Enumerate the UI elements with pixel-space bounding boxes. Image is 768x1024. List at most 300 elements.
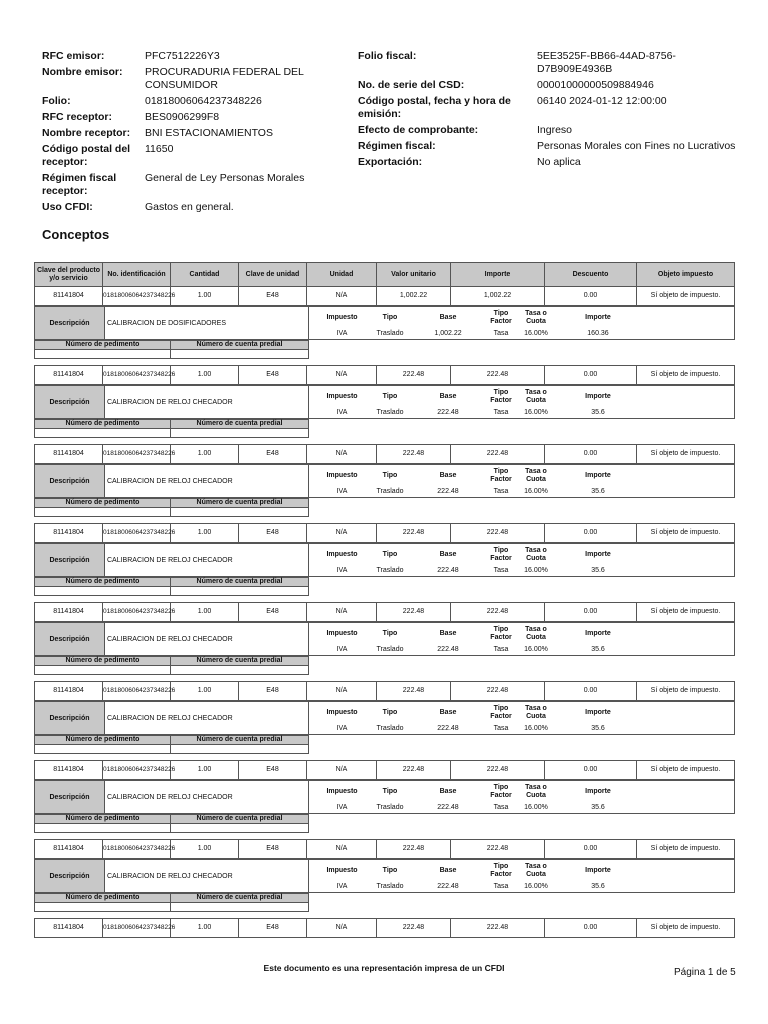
concept-line-table bbox=[34, 444, 735, 464]
cell-id: 01818006064237348226 bbox=[103, 287, 171, 306]
cell-id: 01818006064237348226 bbox=[103, 682, 171, 701]
cell-clave: 81141804 bbox=[35, 761, 103, 780]
pedimento-value-row bbox=[35, 745, 735, 754]
description-value: CALIBRACION DE RELOJ CHECADOR bbox=[105, 465, 309, 498]
pedimento-spacer bbox=[309, 578, 735, 587]
cell-valor: 222.48 bbox=[377, 603, 451, 622]
tax-grid bbox=[309, 703, 734, 734]
cell-objeto: Sí objeto de impuesto. bbox=[637, 603, 735, 622]
header-right-value: 00001000000509884946 bbox=[537, 79, 654, 91]
pedimento-spacer bbox=[309, 815, 735, 824]
tax-cell bbox=[309, 781, 735, 814]
concept-detail-table bbox=[34, 464, 735, 498]
tax-value-base: 222.48 bbox=[437, 803, 459, 811]
cell-objeto: Sí objeto de impuesto. bbox=[637, 919, 735, 938]
description-label: Descripción bbox=[35, 623, 105, 656]
pedimento-table bbox=[34, 814, 735, 833]
tax-value-base: 222.48 bbox=[437, 408, 459, 416]
tax-grid bbox=[309, 308, 734, 339]
tax-header-importe: Importe bbox=[585, 787, 611, 795]
tax-value-factor: Tasa bbox=[493, 645, 509, 653]
tax-value-importe: 35.6 bbox=[591, 803, 605, 811]
tax-header-tasa_cuota: Tasa o Cuota bbox=[525, 862, 547, 878]
tax-value-impuesto: IVA bbox=[336, 645, 348, 653]
tax-header-impuesto: Impuesto bbox=[326, 550, 358, 558]
tax-cell bbox=[309, 623, 735, 656]
cell-objeto: Sí objeto de impuesto. bbox=[637, 682, 735, 701]
cell-descuento: 0.00 bbox=[545, 840, 637, 859]
table-row bbox=[35, 524, 735, 543]
cell-clave: 81141804 bbox=[35, 603, 103, 622]
tax-value-impuesto: IVA bbox=[336, 566, 348, 574]
pedimento-value bbox=[35, 508, 171, 517]
tax-value-base: 222.48 bbox=[437, 645, 459, 653]
tax-header-base: Base bbox=[439, 787, 457, 795]
tax-value-factor: Tasa bbox=[493, 329, 509, 337]
page-number: Página 1 de 5 bbox=[674, 967, 736, 978]
tax-value-impuesto: IVA bbox=[336, 329, 348, 337]
concept-detail-table bbox=[34, 780, 735, 814]
cuenta-predial-value bbox=[171, 508, 309, 517]
cuenta-predial-label: Número de cuenta predial bbox=[171, 815, 309, 824]
table-row bbox=[35, 287, 735, 306]
tax-header-tasa_cuota: Tasa o Cuota bbox=[525, 467, 547, 483]
tax-header-tipo: Tipo bbox=[382, 629, 398, 637]
cell-importe: 222.48 bbox=[451, 445, 545, 464]
cell-cantidad: 1.00 bbox=[171, 366, 239, 385]
tax-value-tasa: 16.00% bbox=[524, 803, 548, 811]
tax-header-importe: Importe bbox=[585, 392, 611, 400]
cell-valor: 222.48 bbox=[377, 366, 451, 385]
cuenta-predial-label: Número de cuenta predial bbox=[171, 657, 309, 666]
column-header: Cantidad bbox=[171, 263, 239, 287]
pedimento-spacer bbox=[309, 350, 735, 359]
pedimento-header-row bbox=[35, 578, 735, 587]
cell-valor: 222.48 bbox=[377, 919, 451, 938]
description-label: Descripción bbox=[35, 781, 105, 814]
pedimento-value-row bbox=[35, 350, 735, 359]
table-header-row bbox=[35, 263, 735, 287]
tax-value-tipo: Traslado bbox=[376, 408, 404, 416]
footer-note: Este documento es una representación impresa de un CFDI bbox=[263, 963, 505, 973]
tax-value-tasa: 16.00% bbox=[524, 566, 548, 574]
tax-value-importe: 160.36 bbox=[587, 329, 609, 337]
header-left-label: Uso CFDI: bbox=[42, 201, 93, 213]
pedimento-header-row bbox=[35, 894, 735, 903]
concept-detail-table bbox=[34, 543, 735, 577]
header-left-row bbox=[42, 111, 342, 124]
description-row bbox=[35, 544, 735, 577]
cell-objeto: Sí objeto de impuesto. bbox=[637, 761, 735, 780]
pedimento-value-row bbox=[35, 903, 735, 912]
cell-clave: 81141804 bbox=[35, 524, 103, 543]
pedimento-header-row bbox=[35, 815, 735, 824]
tax-value-tipo: Traslado bbox=[376, 803, 404, 811]
pedimento-header-row bbox=[35, 499, 735, 508]
tax-header-tipo: Tipo bbox=[382, 550, 398, 558]
pedimento-spacer bbox=[309, 745, 735, 754]
tax-value-tasa: 16.00% bbox=[524, 329, 548, 337]
tax-cell bbox=[309, 465, 735, 498]
cuenta-predial-label: Número de cuenta predial bbox=[171, 578, 309, 587]
concept-detail-table bbox=[34, 306, 735, 340]
tax-value-base: 222.48 bbox=[437, 566, 459, 574]
header-left-label: RFC receptor: bbox=[42, 111, 113, 123]
tax-header-base: Base bbox=[439, 866, 457, 874]
cell-valor: 222.48 bbox=[377, 445, 451, 464]
pedimento-spacer bbox=[309, 587, 735, 596]
header-right-label: Efecto de comprobante: bbox=[358, 124, 479, 136]
description-value: CALIBRACION DE RELOJ CHECADOR bbox=[105, 386, 309, 419]
cell-unidad: N/A bbox=[307, 445, 377, 464]
tax-value-impuesto: IVA bbox=[336, 724, 348, 732]
column-header: Importe bbox=[451, 263, 545, 287]
cell-unidad: N/A bbox=[307, 524, 377, 543]
cell-id: 01818006064237348226 bbox=[103, 919, 171, 938]
cell-descuento: 0.00 bbox=[545, 366, 637, 385]
tax-value-impuesto: IVA bbox=[336, 487, 348, 495]
pedimento-table bbox=[34, 735, 735, 754]
cell-cantidad: 1.00 bbox=[171, 287, 239, 306]
header-left-value: PROCURADURIA FEDERAL DEL CONSUMIDOR bbox=[145, 66, 304, 91]
pedimento-table bbox=[34, 656, 735, 675]
header-left-label: RFC emisor: bbox=[42, 50, 105, 62]
tax-header-tipo: Tipo bbox=[382, 313, 398, 321]
cell-clave_unidad: E48 bbox=[239, 603, 307, 622]
pedimento-value bbox=[35, 824, 171, 833]
tax-header-impuesto: Impuesto bbox=[326, 629, 358, 637]
cell-unidad: N/A bbox=[307, 840, 377, 859]
concept-line-table bbox=[34, 262, 735, 306]
pedimento-table bbox=[34, 419, 735, 438]
description-row bbox=[35, 307, 735, 340]
cell-valor: 1,002.22 bbox=[377, 287, 451, 306]
header-left-row bbox=[42, 95, 342, 108]
tax-header-impuesto: Impuesto bbox=[326, 708, 358, 716]
header-left-label: Nombre receptor: bbox=[42, 127, 131, 139]
emitter-receiver-info bbox=[42, 50, 342, 217]
tax-value-tipo: Traslado bbox=[376, 329, 404, 337]
pedimento-table bbox=[34, 340, 735, 359]
cell-importe: 222.48 bbox=[451, 682, 545, 701]
pedimento-value-row bbox=[35, 429, 735, 438]
cuenta-predial-value bbox=[171, 745, 309, 754]
cell-clave: 81141804 bbox=[35, 919, 103, 938]
pedimento-value-row bbox=[35, 824, 735, 833]
tax-header-tipo_factor: Tipo Factor bbox=[490, 704, 512, 720]
tax-header-base: Base bbox=[439, 708, 457, 716]
tax-grid bbox=[309, 624, 734, 655]
tax-header-tipo_factor: Tipo Factor bbox=[490, 625, 512, 641]
description-label: Descripción bbox=[35, 544, 105, 577]
concept-line-table bbox=[34, 365, 735, 385]
pedimento-header-row bbox=[35, 420, 735, 429]
cell-clave_unidad: E48 bbox=[239, 287, 307, 306]
header-left-row bbox=[42, 50, 342, 63]
header-right-row bbox=[358, 79, 738, 92]
pedimento-spacer bbox=[309, 657, 735, 666]
cuenta-predial-value bbox=[171, 350, 309, 359]
pedimento-header-row bbox=[35, 657, 735, 666]
concept-detail-table bbox=[34, 622, 735, 656]
cell-clave: 81141804 bbox=[35, 840, 103, 859]
cell-cantidad: 1.00 bbox=[171, 603, 239, 622]
tax-header-tipo: Tipo bbox=[382, 866, 398, 874]
tax-header-tipo_factor: Tipo Factor bbox=[490, 309, 512, 325]
tax-value-importe: 35.6 bbox=[591, 487, 605, 495]
cell-cantidad: 1.00 bbox=[171, 682, 239, 701]
tax-value-impuesto: IVA bbox=[336, 803, 348, 811]
cell-unidad: N/A bbox=[307, 287, 377, 306]
header-right-label: No. de serie del CSD: bbox=[358, 79, 465, 91]
cuenta-predial-label: Número de cuenta predial bbox=[171, 420, 309, 429]
cell-objeto: Sí objeto de impuesto. bbox=[637, 445, 735, 464]
pedimento-spacer bbox=[309, 736, 735, 745]
header-left-value: Gastos en general. bbox=[145, 201, 234, 213]
cell-clave_unidad: E48 bbox=[239, 840, 307, 859]
tax-header-importe: Importe bbox=[585, 471, 611, 479]
description-label: Descripción bbox=[35, 860, 105, 893]
pedimento-spacer bbox=[309, 508, 735, 517]
header-left-row bbox=[42, 127, 342, 140]
fiscal-info bbox=[358, 50, 738, 172]
tax-header-importe: Importe bbox=[585, 708, 611, 716]
cell-clave: 81141804 bbox=[35, 366, 103, 385]
description-label: Descripción bbox=[35, 386, 105, 419]
description-value: CALIBRACION DE RELOJ CHECADOR bbox=[105, 623, 309, 656]
concept-line-table bbox=[34, 760, 735, 780]
cell-descuento: 0.00 bbox=[545, 761, 637, 780]
pedimento-label: Número de pedimento bbox=[35, 894, 171, 903]
tax-grid bbox=[309, 545, 734, 576]
description-row bbox=[35, 465, 735, 498]
tax-header-tasa_cuota: Tasa o Cuota bbox=[525, 783, 547, 799]
cell-descuento: 0.00 bbox=[545, 682, 637, 701]
description-value: CALIBRACION DE RELOJ CHECADOR bbox=[105, 781, 309, 814]
header-right-value: 5EE3525F-BB66-44AD-8756-D7B909E4936B bbox=[537, 50, 676, 75]
cell-unidad: N/A bbox=[307, 682, 377, 701]
cell-importe: 222.48 bbox=[451, 840, 545, 859]
header-right-value: Personas Morales con Fines no Lucrativos bbox=[537, 140, 736, 152]
header-left-label: Código postal del receptor: bbox=[42, 143, 131, 168]
tax-header-tipo_factor: Tipo Factor bbox=[490, 862, 512, 878]
column-header: Clave de unidad bbox=[239, 263, 307, 287]
pedimento-value-row bbox=[35, 508, 735, 517]
cell-clave_unidad: E48 bbox=[239, 366, 307, 385]
cell-clave_unidad: E48 bbox=[239, 761, 307, 780]
tax-value-factor: Tasa bbox=[493, 566, 509, 574]
concept-line-table bbox=[34, 918, 735, 938]
tax-cell bbox=[309, 544, 735, 577]
header-right-value: 06140 2024-01-12 12:00:00 bbox=[537, 95, 667, 107]
tax-header-tasa_cuota: Tasa o Cuota bbox=[525, 546, 547, 562]
tax-value-tasa: 16.00% bbox=[524, 408, 548, 416]
pedimento-label: Número de pedimento bbox=[35, 657, 171, 666]
table-row bbox=[35, 919, 735, 938]
tax-value-base: 1,002.22 bbox=[434, 329, 462, 337]
tax-value-importe: 35.6 bbox=[591, 724, 605, 732]
tax-grid bbox=[309, 466, 734, 497]
tax-value-importe: 35.6 bbox=[591, 645, 605, 653]
tax-header-tipo_factor: Tipo Factor bbox=[490, 783, 512, 799]
tax-header-tipo: Tipo bbox=[382, 471, 398, 479]
cuenta-predial-value bbox=[171, 903, 309, 912]
table-row bbox=[35, 840, 735, 859]
tax-value-tipo: Traslado bbox=[376, 882, 404, 890]
tax-header-base: Base bbox=[439, 550, 457, 558]
pedimento-value bbox=[35, 587, 171, 596]
tax-cell bbox=[309, 860, 735, 893]
cell-objeto: Sí objeto de impuesto. bbox=[637, 524, 735, 543]
pedimento-spacer bbox=[309, 894, 735, 903]
header-left-label: Folio: bbox=[42, 95, 71, 107]
description-value: CALIBRACION DE DOSIFICADORES bbox=[105, 307, 309, 340]
column-header: Unidad bbox=[307, 263, 377, 287]
cell-descuento: 0.00 bbox=[545, 603, 637, 622]
pedimento-label: Número de pedimento bbox=[35, 499, 171, 508]
pedimento-label: Número de pedimento bbox=[35, 815, 171, 824]
tax-cell bbox=[309, 702, 735, 735]
cell-cantidad: 1.00 bbox=[171, 840, 239, 859]
pedimento-header-row bbox=[35, 736, 735, 745]
cell-clave_unidad: E48 bbox=[239, 445, 307, 464]
table-row bbox=[35, 682, 735, 701]
cell-id: 01818006064237348226 bbox=[103, 840, 171, 859]
tax-header-base: Base bbox=[439, 392, 457, 400]
cell-cantidad: 1.00 bbox=[171, 761, 239, 780]
cell-descuento: 0.00 bbox=[545, 445, 637, 464]
table-row bbox=[35, 445, 735, 464]
header-right-value: No aplica bbox=[537, 156, 581, 168]
tax-header-tasa_cuota: Tasa o Cuota bbox=[525, 625, 547, 641]
concepts-table bbox=[34, 262, 734, 938]
description-label: Descripción bbox=[35, 307, 105, 340]
pedimento-spacer bbox=[309, 499, 735, 508]
description-row bbox=[35, 860, 735, 893]
cuenta-predial-label: Número de cuenta predial bbox=[171, 341, 309, 350]
concept-line-table bbox=[34, 602, 735, 622]
cell-importe: 222.48 bbox=[451, 366, 545, 385]
tax-header-importe: Importe bbox=[585, 866, 611, 874]
tax-header-importe: Importe bbox=[585, 313, 611, 321]
tax-value-tipo: Traslado bbox=[376, 724, 404, 732]
tax-value-base: 222.48 bbox=[437, 882, 459, 890]
column-header: Valor unitario bbox=[377, 263, 451, 287]
tax-header-tasa_cuota: Tasa o Cuota bbox=[525, 388, 547, 404]
tax-header-tipo: Tipo bbox=[382, 708, 398, 716]
cell-objeto: Sí objeto de impuesto. bbox=[637, 840, 735, 859]
pedimento-table bbox=[34, 577, 735, 596]
tax-header-tasa_cuota: Tasa o Cuota bbox=[525, 309, 547, 325]
description-row bbox=[35, 781, 735, 814]
tax-value-tasa: 16.00% bbox=[524, 724, 548, 732]
tax-grid bbox=[309, 387, 734, 418]
header-right-row bbox=[358, 95, 738, 121]
tax-value-importe: 35.6 bbox=[591, 408, 605, 416]
pedimento-table bbox=[34, 498, 735, 517]
description-row bbox=[35, 386, 735, 419]
cell-importe: 222.48 bbox=[451, 603, 545, 622]
cell-descuento: 0.00 bbox=[545, 524, 637, 543]
description-value: CALIBRACION DE RELOJ CHECADOR bbox=[105, 702, 309, 735]
cuenta-predial-value bbox=[171, 429, 309, 438]
tax-header-impuesto: Impuesto bbox=[326, 866, 358, 874]
header-left-row bbox=[42, 172, 342, 198]
concept-line-table bbox=[34, 839, 735, 859]
cell-clave_unidad: E48 bbox=[239, 682, 307, 701]
cell-valor: 222.48 bbox=[377, 761, 451, 780]
tax-header-tipo_factor: Tipo Factor bbox=[490, 546, 512, 562]
tax-value-base: 222.48 bbox=[437, 724, 459, 732]
description-row bbox=[35, 702, 735, 735]
table-row bbox=[35, 603, 735, 622]
tax-value-impuesto: IVA bbox=[336, 882, 348, 890]
cell-importe: 222.48 bbox=[451, 524, 545, 543]
header-left-value: 11650 bbox=[145, 143, 174, 155]
concept-line-table bbox=[34, 523, 735, 543]
header-left-row bbox=[42, 143, 342, 169]
tax-header-tasa_cuota: Tasa o Cuota bbox=[525, 704, 547, 720]
tax-value-factor: Tasa bbox=[493, 487, 509, 495]
pedimento-header-row bbox=[35, 341, 735, 350]
header-right-value: Ingreso bbox=[537, 124, 573, 136]
pedimento-spacer bbox=[309, 824, 735, 833]
tax-value-tasa: 16.00% bbox=[524, 487, 548, 495]
description-label: Descripción bbox=[35, 465, 105, 498]
cell-id: 01818006064237348226 bbox=[103, 603, 171, 622]
description-row bbox=[35, 623, 735, 656]
pedimento-value bbox=[35, 903, 171, 912]
cuenta-predial-value bbox=[171, 587, 309, 596]
header-left-label: Nombre emisor: bbox=[42, 66, 123, 78]
tax-value-factor: Tasa bbox=[493, 882, 509, 890]
cuenta-predial-label: Número de cuenta predial bbox=[171, 736, 309, 745]
cell-cantidad: 1.00 bbox=[171, 445, 239, 464]
cell-importe: 222.48 bbox=[451, 919, 545, 938]
column-header: Objeto impuesto bbox=[637, 263, 735, 287]
tax-value-impuesto: IVA bbox=[336, 408, 348, 416]
cuenta-predial-value bbox=[171, 666, 309, 675]
tax-grid bbox=[309, 861, 734, 892]
cuenta-predial-label: Número de cuenta predial bbox=[171, 499, 309, 508]
tax-value-importe: 35.6 bbox=[591, 882, 605, 890]
pedimento-table bbox=[34, 893, 735, 912]
cell-descuento: 0.00 bbox=[545, 287, 637, 306]
header-left-row bbox=[42, 201, 342, 214]
cell-valor: 222.48 bbox=[377, 682, 451, 701]
cell-unidad: N/A bbox=[307, 603, 377, 622]
header-right-label: Folio fiscal: bbox=[358, 50, 417, 62]
pedimento-label: Número de pedimento bbox=[35, 736, 171, 745]
tax-header-tipo: Tipo bbox=[382, 392, 398, 400]
tax-value-tipo: Traslado bbox=[376, 645, 404, 653]
tax-cell bbox=[309, 386, 735, 419]
cell-descuento: 0.00 bbox=[545, 919, 637, 938]
pedimento-value bbox=[35, 350, 171, 359]
header-left-label: Régimen fiscal receptor: bbox=[42, 172, 117, 197]
header-right-label: Régimen fiscal: bbox=[358, 140, 436, 152]
pedimento-spacer bbox=[309, 341, 735, 350]
concept-detail-table bbox=[34, 385, 735, 419]
pedimento-spacer bbox=[309, 666, 735, 675]
cell-clave_unidad: E48 bbox=[239, 524, 307, 543]
pedimento-spacer bbox=[309, 429, 735, 438]
tax-header-tipo: Tipo bbox=[382, 787, 398, 795]
pedimento-value bbox=[35, 429, 171, 438]
cuenta-predial-value bbox=[171, 824, 309, 833]
tax-header-base: Base bbox=[439, 313, 457, 321]
header-left-value: BES0906299F8 bbox=[145, 111, 220, 123]
